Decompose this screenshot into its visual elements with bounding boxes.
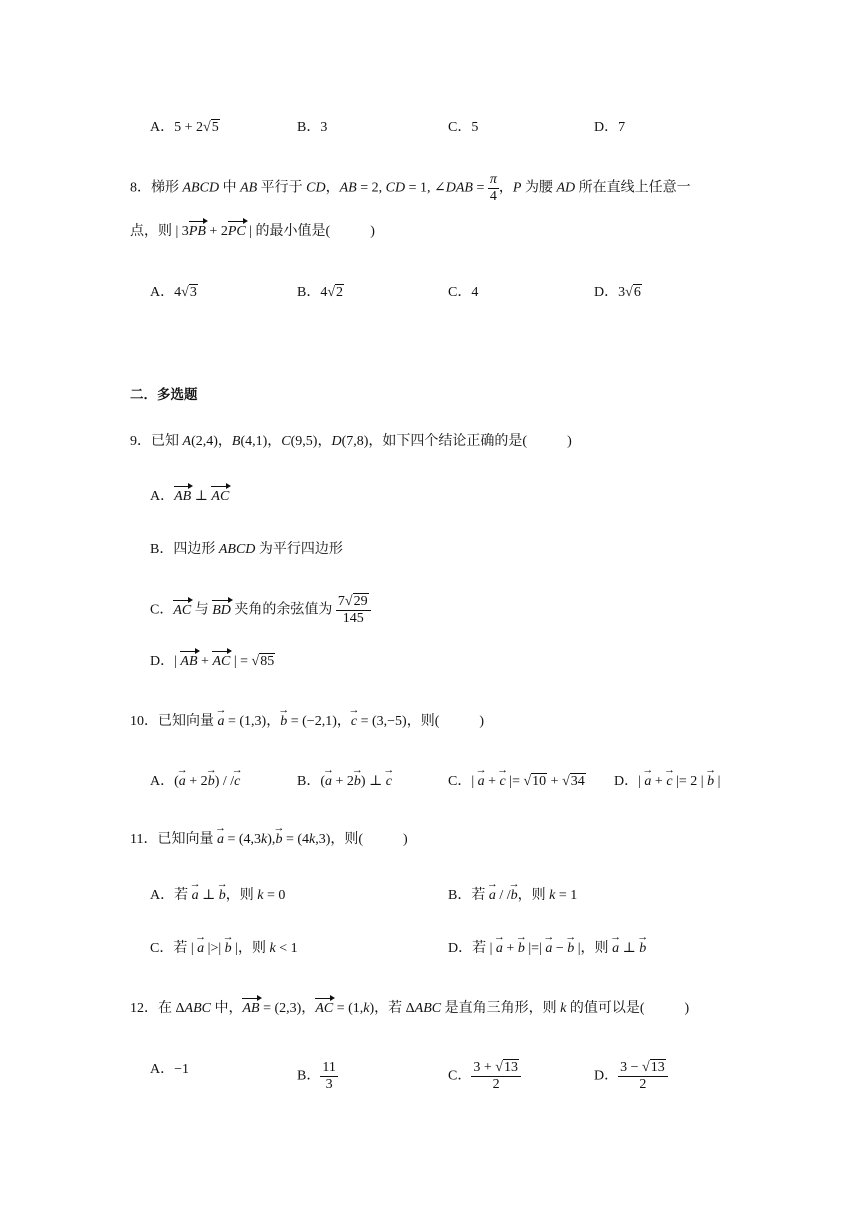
q9-option-a: A．AB ⊥ AC (150, 487, 229, 507)
q9-stem: 9．已知 A(2,4)，B(4,1)，C(9,5)，D(7,8)，如下四个结论正确的是( ) (130, 434, 572, 449)
q12-option-b: B． $\frac{11}{3}$ (297, 1060, 336, 1092)
q12-stem: 12．在 ΔABC 中，AB = (2,3)，AC = (1,k)，若 ΔABC 是直角三角形，则 k 的值可以是( ) (130, 999, 689, 1019)
q12-option-a: A．−1 (150, 1062, 190, 1077)
q10-option-c: C．| → a + → c |= √10 + √34 (448, 772, 586, 792)
q11-option-a: A．若 → a ⊥ → b，则 k = 0 (150, 886, 285, 906)
q8-option-d: D．3√6 (594, 285, 641, 300)
q7-option-b: B．3 (297, 120, 328, 135)
q11-option-b: B．若 → a / /→ b，则 k = 1 (448, 886, 577, 906)
q9-option-d: D．| AB + AC | = √85 (150, 652, 275, 672)
q10-option-b: B．(→ a + 2→ b) ⊥ → c (297, 772, 392, 792)
q8-option-b: B．4√2 (297, 285, 344, 300)
q10-option-a: A．(→ a + 2→ b) / /→ c (150, 772, 240, 792)
q9-option-c: C．AC 与 BD 夹角的余弦值为 $\frac{7√29}{145}$ (150, 594, 371, 627)
q8-option-c: C．4 (448, 285, 479, 300)
q12-option-d: D． $\frac{3 - √13}{2}$ (594, 1060, 668, 1093)
q7-option-d: D．7 (594, 120, 626, 135)
q11-option-c: C．若 | → a |>| → b |，则 k < 1 (150, 939, 298, 959)
q11-stem: 11．已知向量 → a = (4,3k),→ b = (4k,3)，则( ) (130, 830, 408, 850)
q10-option-d: D．| → a + → c |= 2 | → b | (614, 772, 720, 792)
q9-option-b: B．四边形 ABCD 为平行四边形 (150, 542, 343, 557)
q12-option-c: C． $\frac{3 + √13}{2}$ (448, 1060, 521, 1093)
q8-option-a: A．4√3 (150, 285, 197, 300)
section-title: 二．多选题 (130, 387, 198, 403)
q8-stem-line1: 8．梯形 ABCD 中 AB 平行于 CD，AB = 2, CD = 1, ∠DAB = $\frac{\pi}{4}$ ，P 为腰 AD 所在直线上任意一 (130, 172, 691, 204)
q10-stem: 10．已知向量 → a = (1,3)，→ b = (−2,1)，→ c = (3,−5)，则( ) (130, 712, 484, 732)
q11-option-d: D．若 | → a + → b |=| → a − → b |，则 → a ⊥ → b (448, 939, 646, 959)
q7-option-c: C．5 (448, 120, 479, 135)
q7-option-a: A．5 + 2√5 (150, 120, 219, 135)
q8-stem-line2: 点，则 | 3PB + 2PC | 的最小值是( ) (130, 222, 375, 242)
